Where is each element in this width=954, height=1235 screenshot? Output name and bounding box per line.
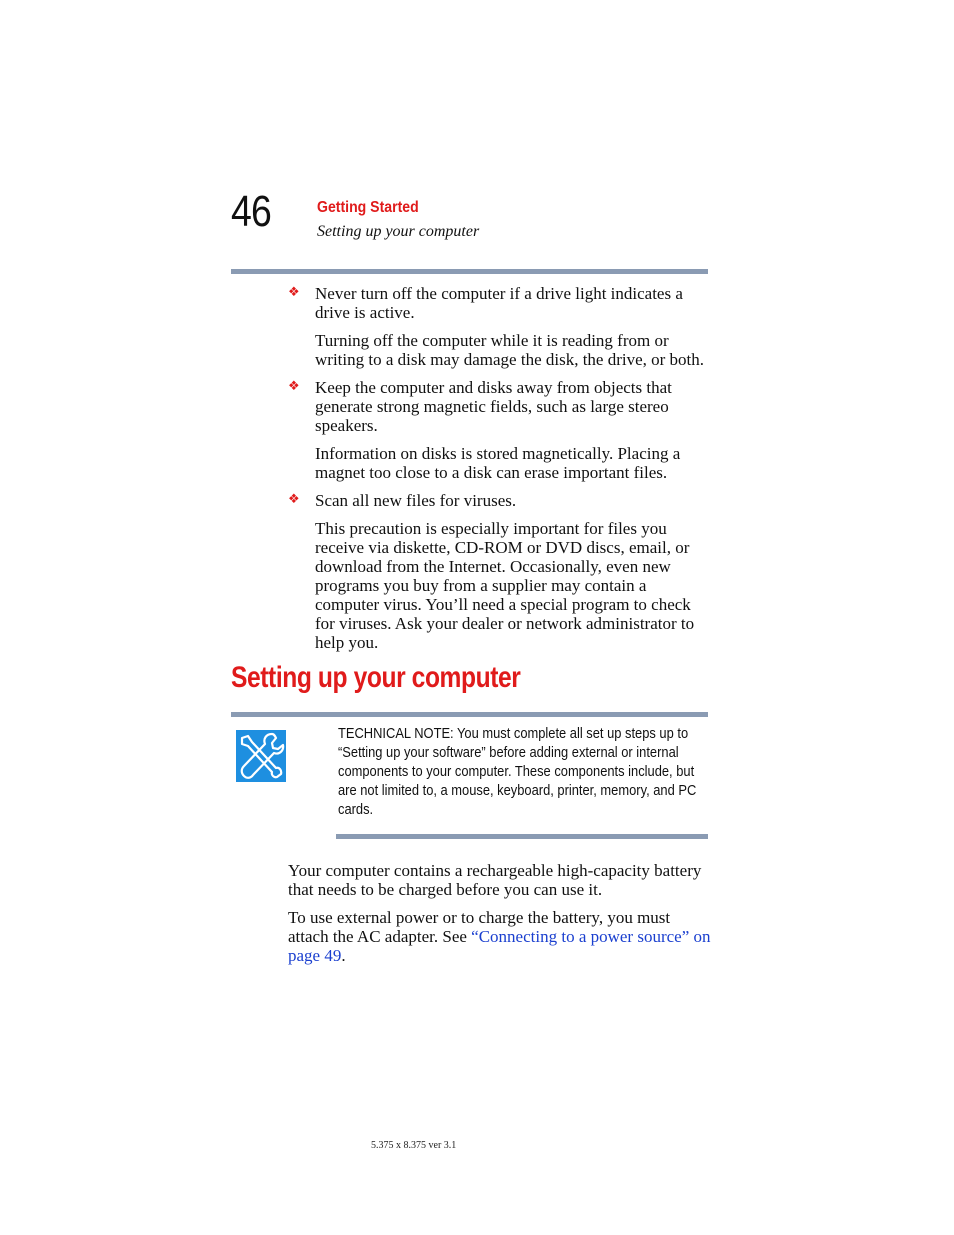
paragraph-text: To use external power or to charge the battery, you must attach the AC adapter. See — [288, 908, 671, 946]
power-source-link[interactable]: “Connecting to a power source” on page 49 — [288, 927, 711, 965]
bullet-text: Never turn off the computer if a drive light indicates a drive is active. — [315, 284, 683, 322]
technical-note: TECHNICAL NOTE: You must complete all set up steps up to “Setting up your software” before adding external or internal components to your computer. These components include, but are not limited to, a mouse, keyboard, printer, memory, and PC cards. — [338, 725, 697, 818]
page-number: 46 — [231, 187, 271, 236]
header-rule — [231, 269, 708, 274]
body-paragraph: Your computer contains a rechargeable high-capacity battery that needs to be charged before you can use it. — [288, 861, 702, 899]
bullet-note: Turning off the computer while it is reading from or writing to a disk may damage the disk, the drive, or both. — [315, 331, 705, 369]
list-item — [288, 378, 713, 482]
chapter-title: Getting Started — [317, 199, 419, 216]
body-paragraph-adapter — [288, 908, 713, 965]
section-heading: Setting up your computer — [231, 661, 521, 694]
note-bottom-rule — [336, 834, 708, 839]
footer-version: 5.375 x 8.375 ver 3.1 — [371, 1140, 457, 1151]
section-subtitle: Setting up your computer — [317, 223, 480, 240]
list-item — [288, 284, 713, 369]
bullet-icon: ❖ — [288, 492, 300, 507]
note-top-rule — [231, 712, 708, 717]
bullet-note: Information on disks is stored magnetically. Placing a magnet too close to a disk can erase important files. — [315, 444, 681, 482]
bullet-icon: ❖ — [288, 379, 300, 394]
bullet-text: Keep the computer and disks away from objects that generate strong magnetic fields, such as large stereo speakers. — [315, 378, 672, 435]
list-item — [288, 491, 713, 652]
bullet-icon: ❖ — [288, 285, 300, 300]
bullet-note: This precaution is especially important for files you receive via diskette, CD-ROM or DVD discs, email, or download from the Internet. Occasionally, even new programs you buy from a supplier may contain a computer virus. You’ll need a special program to check for viruses. Ask your dealer or network administrator to help you. — [315, 519, 695, 652]
bullet-text: Scan all new files for viruses. — [315, 491, 517, 510]
bullet-list — [288, 284, 713, 652]
paragraph-end: . — [341, 946, 346, 965]
wrench-icon — [236, 730, 286, 782]
